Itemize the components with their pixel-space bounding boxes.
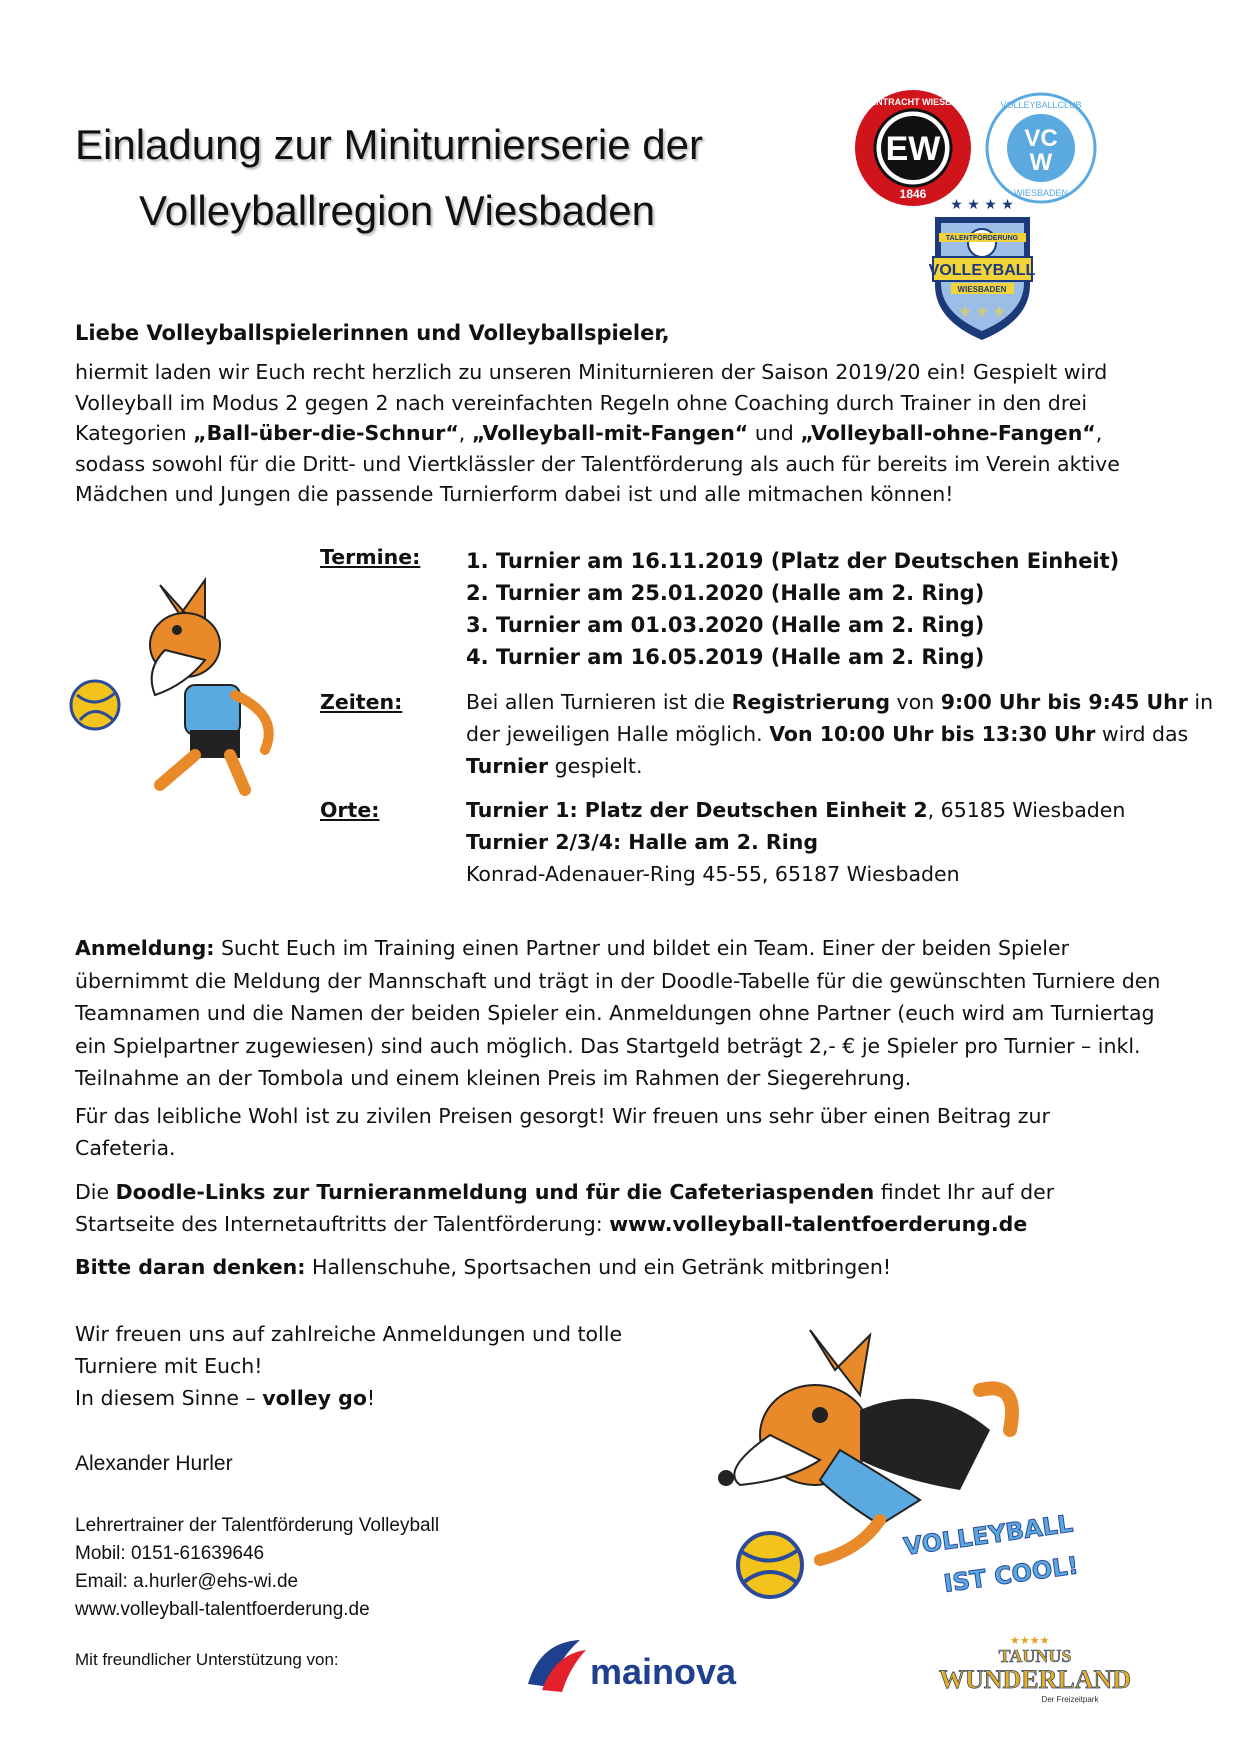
signature-name: Alexander Hurler: [75, 1452, 233, 1475]
mascot-text-2: IST COOL!: [941, 1551, 1081, 1598]
vcw-letters-1: VC: [1024, 125, 1058, 152]
zeiten-text: Bei allen Turnieren ist die Registrierung von 9:00 Uhr bis 9:45 Uhr in der jeweiligen Halle möglich. Von 10:00 Uhr bis 13:30 Uhr wird das Turnier gespielt.: [466, 690, 1214, 778]
mainova-logo: [520, 1632, 750, 1702]
vcw-ring-bottom: WIESBADEN: [1013, 188, 1069, 198]
taunus-text-1: TAUNUS: [998, 1646, 1072, 1666]
termin-item: 2. Turnier am 25.01.2020 (Halle am 2. Ring): [466, 581, 985, 605]
stars-icon: ★ ★ ★ ★: [950, 197, 1014, 213]
talent-main-text: VOLLEYBALL: [928, 262, 1036, 279]
eintracht-letters: EW: [885, 130, 941, 168]
anmeldung-paragraph: Anmeldung: Sucht Euch im Training einen Partner und bildet ein Team. Einer der beiden Spieler übernimmt die Meldung der Mannschaft und trägt in der Doodle-Tabelle für die gewünschten Turniere den Teamnamen und die Namen der beiden Spieler ein. Anmeldungen ohne Partner (euch wird am Turniertag ein Spielpartner zugewiesen) sind auch möglich. Das Startgeld beträgt 2,- € je Spieler pro Turnier – inkl. Teilnahme an der Tombola und einem kleinen Preis im Rahmen der Siegerehrung.: [75, 936, 1161, 1090]
page-title: [75, 112, 835, 244]
greeting: Liebe Volleyballspielerinnen und Volleyballspieler,: [75, 321, 670, 345]
website-link: www.volleyball-talentfoerderung.de: [609, 1212, 1028, 1236]
closing-text: Wir freuen uns auf zahlreiche Anmeldungen und tolle Turniere mit Euch! In diesem Sinne – volley go!: [75, 1322, 623, 1410]
reminder-paragraph: Bitte daran denken: Hallenschuhe, Sportsachen und ein Getränk mitbringen!: [75, 1255, 892, 1279]
termine-list: [466, 545, 1119, 673]
taunus-text-2: WUNDERLAND: [938, 1665, 1132, 1694]
talent-logo: [925, 195, 1040, 345]
vcw-letters-2: W: [1029, 149, 1053, 176]
fox-mascot-kick: [65, 575, 305, 805]
signature-contact: Lehrertrainer der Talentförderung Volleyball Mobil: 0151-61639646 Email: a.hurler@ehs-wi.de www.volleyball-talentfoerderung.de: [75, 1515, 440, 1620]
eintracht-logo: [848, 88, 978, 208]
termine-label: Termine:: [320, 545, 421, 569]
eintracht-ring-text: TuS EINTRACHT WIESBADEN: [848, 97, 978, 107]
fox-mascot-dig: [700, 1320, 1120, 1610]
termin-item: 3. Turnier am 01.03.2020 (Halle am 2. Ring): [466, 613, 985, 637]
mainova-text: mainova: [590, 1651, 737, 1692]
stars-icon: ★★★★: [1010, 1634, 1050, 1647]
intro-paragraph: hiermit laden wir Euch recht herzlich zu unseren Miniturnieren der Saison 2019/20 ein! Gespielt wird Volleyball im Modus 2 gegen 2 nach vereinfachten Regeln ohne Coaching durch Trainer in den drei Kategorien „Ball-über-die-Schnur“, „Volleyball-mit-Fangen“ und „Volleyball-ohne-Fangen“, sodass sowohl für die Dritt- und Viertklässler der Talentförderung als auch für bereits im Verein aktive Mädchen und Jungen die passende Turnierform dabei ist und alle mitmachen können!: [75, 360, 1120, 507]
title-line-1: Einladung zur Miniturnierserie der: [75, 121, 703, 168]
orte-label: Orte:: [320, 798, 380, 822]
doodle-paragraph: Die Doodle-Links zur Turnieranmeldung und für die Cafeteriaspenden findet Ihr auf der Startseite des Internetauftritts der Talentförderung: www.volleyball-talentfoerderung.de: [75, 1180, 1055, 1236]
lily-icon: ⚜ ⚜ ⚜: [958, 305, 1006, 321]
vcw-logo: [985, 92, 1097, 204]
volleyball-icon: [71, 681, 119, 729]
taunus-logo: [938, 1632, 1132, 1712]
cafeteria-paragraph: Für das leibliche Wohl ist zu zivilen Preisen gesorgt! Wir freuen uns sehr über einen Beitrag zur Cafeteria.: [75, 1104, 1050, 1160]
eintracht-year: 1846: [899, 187, 927, 201]
vcw-ring-top: VOLLEYBALLCLUB: [1000, 100, 1082, 110]
mascot-text-1: VOLLEYBALL: [901, 1509, 1075, 1561]
taunus-text-3: Der Freizeitpark: [1041, 1695, 1099, 1704]
support-label: Mit freundlicher Unterstützung von:: [75, 1650, 339, 1669]
orte-text: Turnier 1: Platz der Deutschen Einheit 2, 65185 Wiesbaden Turnier 2/3/4: Halle am 2. Ring Konrad-Adenauer-Ring 45-55, 65187 Wiesbaden: [466, 798, 1126, 886]
volleyball-icon: [738, 1533, 802, 1597]
termin-item: 1. Turnier am 16.11.2019 (Platz der Deutschen Einheit): [466, 549, 1120, 573]
title-line-2: Volleyballregion Wiesbaden: [139, 187, 655, 234]
zeiten-label: Zeiten:: [320, 690, 403, 714]
talent-top-text: TALENTFÖRDERUNG: [945, 235, 1019, 242]
talent-sub-text: WIESBADEN: [957, 285, 1007, 294]
termin-item: 4. Turnier am 16.05.2019 (Halle am 2. Ring): [466, 645, 985, 669]
